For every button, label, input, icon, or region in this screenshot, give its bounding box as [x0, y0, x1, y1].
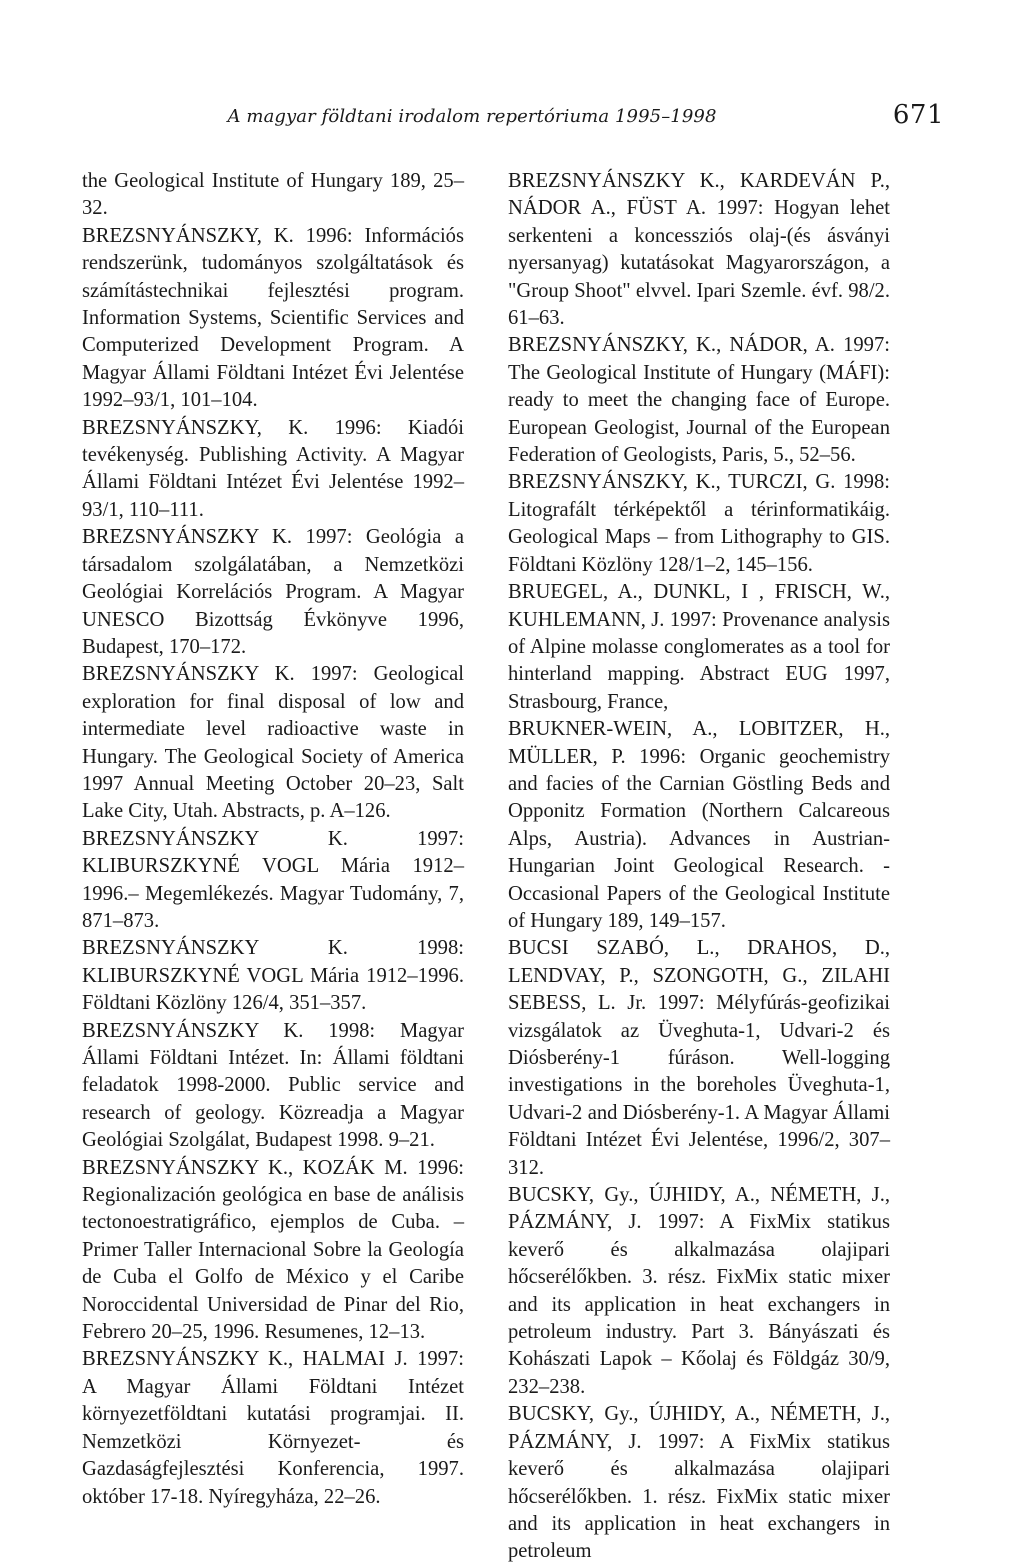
bibliography-entry: BREZSNYÁNSZKY K. 1998: KLIBURSZKYNÉ VOGL Mária 1912–1996. Földtani Közlöny 126/4, 351–357. [82, 937, 464, 1015]
running-header [80, 100, 944, 140]
bibliography-entry: BUCSKY, Gy., ÚJHIDY, A., NÉMETH, J., PÁZMÁNY, J. 1997: A FixMix statikus keverő és alkalmazása olajipari hőcserélőkben. 3. rész. FixMix static mixer and its application in heat exchangers in petroleum industry. Part 3. Bányászati és Kohászati Lapok – Kőolaj és Földgáz 30/9, 232–238. [508, 1184, 890, 1398]
running-title: A magyar földtani irodalom repertóriuma 1995–1998 [227, 106, 717, 127]
bibliography-entry: BREZSNYÁNSZKY, K. 1996: Információs rendszerünk, tudományos szolgáltatások és számítástechnikai fejlesztési program. Information Systems, Scientific Services and Computerized Development Program. A Magyar Állami Földtani Intézet Évi Jelentése 1992–93/1, 101–104. [82, 224, 464, 412]
bibliography-entry: BREZSNYÁNSZKY K., KOZÁK M. 1996: Regionalización geológica en base de análisis tectonoestratigráfico, ejemplos de Cuba. – Primer Taller Internacional Sobre la Geología de Cuba el Golfo de México y el Caribe Noroccidental Universidad de Pinar del Rio, Febrero 20–25, 1996. Resumenes, 12–13. [82, 1156, 464, 1344]
bibliography-entry: BRUKNER-WEIN, A., LOBITZER, H., MÜLLER, P. 1996: Organic geochemistry and facies of the Carnian Göstling Beds and Opponitz Formation (Northern Calcareous Alps, Austria). Advances in Austrian-Hungarian Joint Geological Research. - Occasional Papers of the Geological Institute of Hungary 189, 149–157. [508, 718, 890, 932]
bibliography-entry: BREZSNYÁNSZKY K., HALMAI J. 1997: A Magyar Állami Földtani Intézet környezetföldtani kutatási programjai. II. Nemzetközi Környezet- és Gazdaságfejlesztési Konferencia, 1997. október 17-18. Nyíregyháza, 22–26. [82, 1348, 464, 1508]
bibliography-entry: BREZSNYÁNSZKY, K. 1996: Kiadói tevékenység. Publishing Activity. A Magyar Állami Földtani Intézet Évi Jelentése 1992–93/1, 110–111. [82, 416, 464, 521]
bibliography-entry: BREZSNYÁNSZKY K. 1997: Geológia a társadalom szolgálatában, a Nemzetközi Geológiai Korrelációs Program. A Magyar UNESCO Bizottság Évkönyve 1996, Budapest, 170–172. [82, 526, 464, 658]
left-column [82, 168, 464, 1511]
bibliography-entry: BREZSNYÁNSZKY K. 1998: Magyar Állami Földtani Intézet. In: Állami földtani feladatok 1998-2000. Public service and research of geology. Közreadja a Magyar Geológiai Szolgálat, Budapest 1998. 9–21. [82, 1019, 464, 1152]
bibliography-entry: BREZSNYÁNSZKY K., KARDEVÁN P., NÁDOR A., FÜST A. 1997: Hogyan lehet serkenteni a koncessziós olaj-(és ásványi nyersanyag) kutatásokat Magyarországon, a "Group Shoot" elvvel. Ipari Szemle. évf. 98/2. 61–63. [508, 170, 890, 330]
bibliography-entry: BREZSNYÁNSZKY, K., NÁDOR, A. 1997: The Geological Institute of Hungary (MÁFI): ready to meet the changing face of Europe. European Geologist, Journal of the European Federation of Geologists, Paris, 5., 52–56. [508, 334, 890, 467]
bibliography-entry: BUCSI SZABÓ, L., DRAHOS, D., LENDVAY, P., SZONGOTH, G., ZILAHI SEBESS, L. Jr. 1997: Mélyfúrás-geofizikai vizsgálatok az Üveghuta-1, Udvari-2 és Diósberény-1 fúráson. Well-logging investigations in the boreholes Üveghuta-1, Udvari-2 and Diósberény-1. A Magyar Állami Földtani Intézet Évi Jelentése, 1996/2, 307–312. [508, 937, 890, 1179]
bibliography-entry: BREZSNYÁNSZKY K. 1997: KLIBURSZKYNÉ VOGL Mária 1912–1996.– Megemlékezés. Magyar Tudomány, 7, 871–873. [82, 827, 464, 932]
bibliography-entry: BUCSKY, Gy., ÚJHIDY, A., NÉMETH, J., PÁZMÁNY, J. 1997: A FixMix statikus keverő és alkalmazása olajipari hőcserélőkben. 1. rész. FixMix static mixer and its application in heat exchangers in petroleum [508, 1403, 890, 1563]
right-column [508, 168, 890, 1566]
bibliography-entry: BRUEGEL, A., DUNKL, I , FRISCH, W., KUHLEMANN, J. 1997: Provenance analysis of Alpine molasse conglomerates as a tool for hinterland mapping. Abstract EUG 1997, Strasbourg, France, [508, 581, 890, 713]
bibliography-entry: BREZSNYÁNSZKY, K., TURCZI, G. 1998: Litografált térképektől a térinformatikáig. Geological Maps – from Lithography to GIS. Földtani Közlöny 128/1–2, 145–156. [508, 471, 890, 576]
bibliography-entry: BREZSNYÁNSZKY K. 1997: Geological exploration for final disposal of low and intermediate level radioactive waste in Hungary. The Geological Society of America 1997 Annual Meeting October 20–23, Salt Lake City, Utah. Abstracts, p. A–126. [82, 663, 464, 823]
page-number: 671 [892, 100, 944, 130]
bibliography-entry: the Geological Institute of Hungary 189, 25–32. [82, 170, 464, 220]
